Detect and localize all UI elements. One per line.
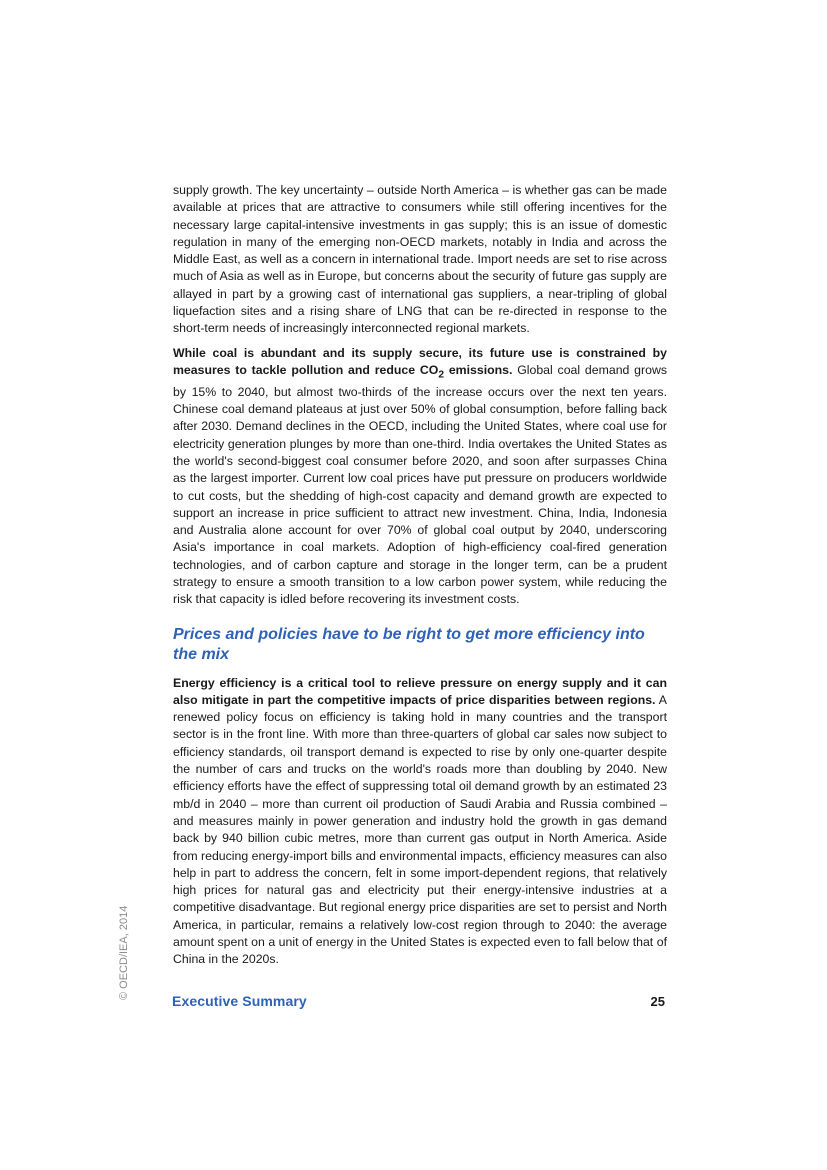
- coal-lead-part-a: While coal is abundant and its supply secure, its future use is constrained by measures to tackle pollution and reduce CO: [173, 345, 667, 377]
- section-heading: Prices and policies have to be right to get more efficiency into the mix: [173, 625, 645, 663]
- paragraph-coal-text: Global coal demand grows by 15% to 2040, but almost two-thirds of the increase occurs over the next ten years. Chinese coal demand plateaus at just over 50% of global consumption, before falling back after 2030. Demand declines in the OECD, including the United States, where coal use for electricity generation plunges by more than one-third. India overtakes the United States as the world's second-biggest coal consumer before 2020, and soon after surpasses China as the largest importer. Current low coal prices have put pressure on producers worldwide to cut costs, but the shedding of high-cost capacity and demand growth are expected to support an increase in price sufficient to attract new investment. China, India, Indonesia and Australia alone account for over 70% of global coal output by 2040, underscoring Asia's importance in coal markets. Adoption of high-efficiency coal-fired generation technologies, and of carbon capture and storage in the longer term, can be a prudent strategy to ensure a smooth transition to a low carbon power system, while reducing the risk that capacity is idled before recovering its investment costs.: [173, 362, 667, 607]
- co2-subscript: 2: [438, 369, 445, 381]
- footer-section-label: Executive Summary: [172, 993, 307, 1009]
- body-text: [173, 182, 667, 976]
- page-number: 25: [650, 994, 665, 1009]
- paragraph-coal: [173, 345, 667, 609]
- copyright-notice: © OECD/IEA, 2014: [118, 905, 130, 1000]
- paragraph-efficiency-text: A renewed policy focus on efficiency is taking hold in many countries and the transport sector is in the front line. With more than three-quarters of global car sales now subject to efficiency standards, oil transport demand is expected to rise by only one-quarter despite the number of cars and trucks on the world's roads more than doubling by 2040. New efficiency efforts have the effect of suppressing total oil demand growth by an estimated 23 mb/d in 2040 – more than current oil production of Saudi Arabia and Russia combined – and measures mainly in power generation and industry hold the growth in gas demand back by 940 billion cubic metres, more than current gas output in North America. Aside from reducing energy-import bills and environmental impacts, efficiency measures can also help in part to address the concern, felt in some import-dependent regions, that relatively high prices for natural gas and electricity put their energy-intensive industries at a competitive disadvantage. But regional energy price disparities are set to persist and North America, in particular, remains a relatively low-cost region through to 2040: the average amount spent on a unit of energy in the United States is expected even to fall below that of China in the 2020s.: [173, 692, 667, 967]
- paragraph-gas-supply-text: supply growth. The key uncertainty – outside North America – is whether gas can be made available at prices that are attractive to consumers while still offering incentives for the necessary large capital-intensive investments in gas supply; this is an issue of domestic regulation in many of the emerging non-OECD markets, notably in India and across the Middle East, as well as a concern in international trade. Import needs are set to rise across much of Asia as well as in Europe, but concerns about the security of future gas supply are allayed in part by a growing cast of international gas suppliers, a near-tripling of global liquefaction sites and a rising share of LNG that can be re-directed in response to the short-term needs of increasingly interconnected regional markets.: [173, 183, 667, 336]
- paragraph-efficiency-lead: Energy efficiency is a critical tool to relieve pressure on energy supply and it can also mitigate in part the competitive impacts of price disparities between regions.: [173, 675, 667, 707]
- paragraph-gas-supply: [173, 182, 667, 338]
- coal-lead-part-b: emissions.: [444, 362, 513, 377]
- paragraph-efficiency: [173, 675, 667, 969]
